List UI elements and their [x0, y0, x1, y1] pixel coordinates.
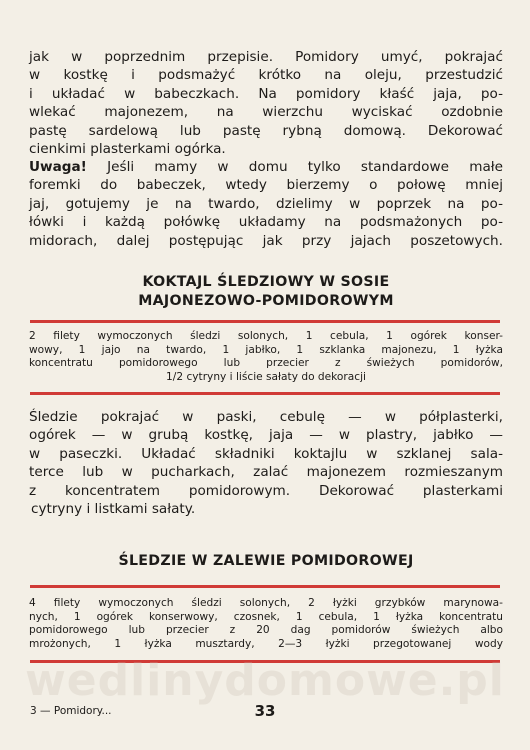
divider-rule	[30, 320, 500, 323]
recipe1-title-line1: KOKTAJL ŚLEDZIOWY W SOSIE	[142, 274, 390, 290]
text-line: Śledzie pokrajać w paski, cebulę — w półplasterki,	[29, 409, 503, 425]
ingredient-line: nych, 1 ogórek konserwowy, czosnek, 1 cebula, 1 łyżka koncentratu	[29, 610, 503, 623]
recipe1-title-line2: MAJONEZOWO-POMIDOROWYM	[138, 293, 394, 309]
signature-mark: 3 — Pomidory...	[30, 705, 112, 717]
text-line: foremki do babeczek, wtedy bierzemy o połowę mniej	[29, 177, 503, 194]
divider-rule	[30, 392, 500, 395]
text-line: wlekać majonezem, na wierzchu wyciskać ozdobnie	[29, 104, 503, 121]
recipe1-ingredients	[29, 330, 503, 384]
ingredient-line: 1/2 cytryny i liście sałaty do dekoracji	[166, 370, 366, 383]
ingredient-line: 2 filety wymoczonych śledzi solonych, 1 cebula, 1 ogórek konser-	[29, 330, 503, 342]
text-line: jaj, gotujemy je na twardo, dzielimy w poprzek na po-	[29, 195, 503, 212]
recipe2-title: ŚLEDZIE W ZALEWIE POMIDOROWEJ	[118, 553, 414, 569]
text-line: i układać w babeczkach. Na pomidory kłaść jaja, po-	[29, 85, 503, 102]
divider-rule	[30, 585, 500, 588]
text-line: z koncentratem pomidorowym. Dekorować plasterkami	[29, 482, 503, 499]
ingredient-line: mrożonych, 1 łyżka musztardy, 2—3 łyżki przegotowanej wody	[29, 637, 503, 650]
ingredient-line: koncentratu pomidorowego lub przecier z świeżych pomidorów,	[29, 357, 503, 370]
watermark: wedlinydomowe.pl	[25, 655, 505, 706]
note-label: Uwaga!	[29, 159, 87, 175]
ingredient-line: pomidorowego lub przecier z 20 dag pomidorów świeżych albo	[29, 624, 503, 637]
page-number: 33	[254, 702, 276, 720]
text-line: ogórek — w grubą kostkę, jaja — w plastry, jabłko —	[29, 427, 503, 444]
note-first-line	[29, 158, 503, 176]
recipe2-ingredients	[29, 597, 503, 651]
ingredient-line: wowy, 1 jajo na twardo, 1 jabłko, 1 szklanka majonezu, 1 łyżka	[29, 343, 503, 356]
note-first-line-text: Jeśli mamy w domu tylko standardowe małe	[107, 159, 503, 175]
text-line: pastę sardelową lub pastę rybną domową. Dekorować	[29, 122, 503, 139]
ingredient-line: 4 filety wymoczonych śledzi solonych, 2 łyżki grzybków marynowa-	[29, 597, 503, 609]
recipe1-method	[29, 408, 503, 518]
divider-rule	[30, 660, 500, 663]
text-line: cienkimi plasterkami ogórka.	[29, 141, 226, 158]
recipe1-title	[29, 273, 503, 311]
note-paragraph	[29, 158, 503, 250]
text-line: łówki i każdą połówkę układamy na podsmażonych po-	[29, 214, 503, 231]
intro-paragraph	[29, 48, 503, 158]
text-line: cytryny i listkami sałaty.	[31, 501, 196, 518]
text-line: terce lub w pucharkach, zalać majonezem rozmieszanym	[29, 464, 503, 481]
text-line: midorach, dalej postępując jak przy jajach poszetowych.	[29, 232, 503, 249]
text-line: w paseczki. Układać składniki koktajlu w szklanej sala-	[29, 445, 503, 462]
text-line: jak w poprzednim przepisie. Pomidory umyć, pokrajać	[29, 49, 503, 65]
text-line: w kostkę i podsmażyć krótko na oleju, przestudzić	[29, 67, 503, 84]
